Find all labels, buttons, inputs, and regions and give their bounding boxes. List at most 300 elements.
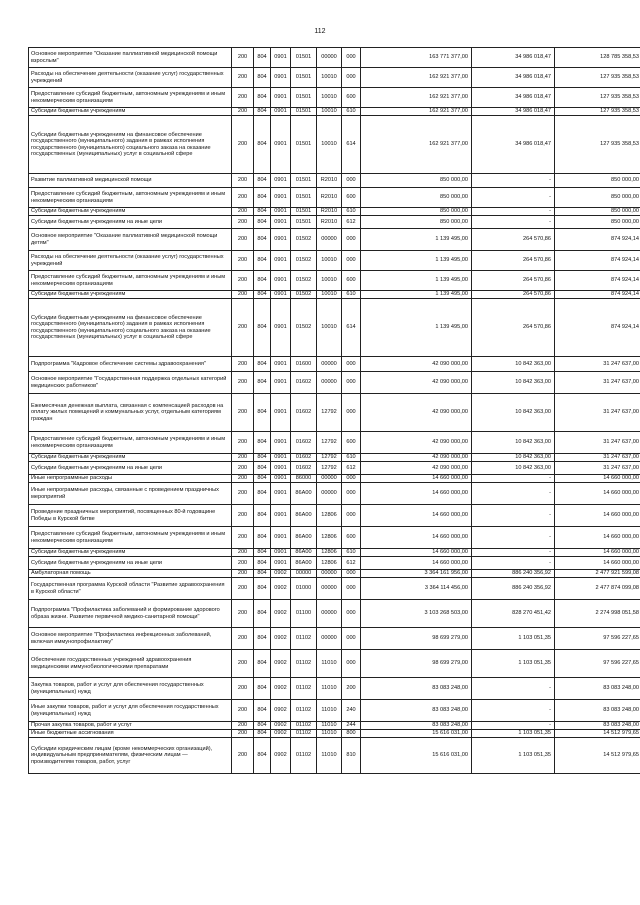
amount-remaining-cell: 127 935 358,53 <box>555 116 640 174</box>
code-cell: 200 <box>232 116 254 174</box>
code-cell: 0901 <box>271 462 291 475</box>
code-cell: 000 <box>342 394 361 432</box>
code-cell: 0901 <box>271 208 291 216</box>
code-cell: 000 <box>342 628 361 650</box>
amount-plan-cell: 98 699 279,00 <box>361 628 472 650</box>
table-row <box>29 475 640 483</box>
code-cell: 01501 <box>291 108 317 116</box>
code-cell: 000 <box>342 372 361 394</box>
code-cell: 200 <box>232 372 254 394</box>
code-cell: 614 <box>342 116 361 174</box>
code-cell: 200 <box>232 628 254 650</box>
code-cell: 804 <box>254 454 271 462</box>
code-cell: 0901 <box>271 174 291 188</box>
row-name-cell: Расходы на обеспечение деятельности (оказание услуг) государственных учреждений <box>29 68 232 88</box>
row-name-cell: Субсидии бюджетным учреждениям <box>29 208 232 216</box>
code-cell: 200 <box>232 299 254 357</box>
amount-remaining-cell: 31 247 637,00 <box>555 462 640 475</box>
code-cell: 0901 <box>271 48 291 68</box>
code-cell: 0901 <box>271 68 291 88</box>
code-cell: 01501 <box>291 174 317 188</box>
code-cell: 200 <box>232 738 254 774</box>
code-cell: 01501 <box>291 48 317 68</box>
amount-plan-cell: 162 921 377,00 <box>361 108 472 116</box>
code-cell: 804 <box>254 291 271 299</box>
table-row <box>29 730 640 738</box>
code-cell: 01102 <box>291 650 317 678</box>
code-cell: 01100 <box>291 600 317 628</box>
code-cell: 00000 <box>317 628 342 650</box>
row-name-cell: Субсидии бюджетным учреждениям <box>29 549 232 557</box>
code-cell: 200 <box>232 462 254 475</box>
amount-plan-cell: 14 660 000,00 <box>361 505 472 527</box>
amount-plan-cell: 1 139 495,00 <box>361 271 472 291</box>
code-cell: 804 <box>254 48 271 68</box>
code-cell: 804 <box>254 174 271 188</box>
row-name-cell: Проведение праздничных мероприятий, посвященных 80-й годовщине Победы в Курской битве <box>29 505 232 527</box>
amount-executed-cell: 10 842 363,00 <box>472 357 555 372</box>
code-cell: 0901 <box>271 475 291 483</box>
code-cell: 10010 <box>317 299 342 357</box>
code-cell: 600 <box>342 432 361 454</box>
table-row <box>29 251 640 271</box>
code-cell: 000 <box>342 483 361 505</box>
code-cell: 0902 <box>271 628 291 650</box>
row-name-cell: Субсидии бюджетным учреждениям <box>29 108 232 116</box>
amount-executed-cell: 34 986 018,47 <box>472 48 555 68</box>
code-cell: 12792 <box>317 432 342 454</box>
table-row <box>29 527 640 549</box>
amount-executed-cell: - <box>472 527 555 549</box>
code-cell: 0902 <box>271 738 291 774</box>
amount-plan-cell: 3 364 161 956,00 <box>361 570 472 578</box>
amount-executed-cell: 1 103 051,35 <box>472 628 555 650</box>
code-cell: 804 <box>254 116 271 174</box>
amount-executed-cell: 886 240 356,92 <box>472 570 555 578</box>
code-cell: 0901 <box>271 505 291 527</box>
amount-remaining-cell: 14 512 979,65 <box>555 738 640 774</box>
table-row <box>29 271 640 291</box>
amount-executed-cell: 1 103 051,35 <box>472 738 555 774</box>
code-cell: 804 <box>254 483 271 505</box>
code-cell: 200 <box>232 271 254 291</box>
row-name-cell: Прочая закупка товаров, работ и услуг <box>29 722 232 730</box>
code-cell: 600 <box>342 88 361 108</box>
row-name-cell: Амбулаторная помощь <box>29 570 232 578</box>
amount-remaining-cell: 14 660 000,00 <box>555 557 640 570</box>
code-cell: 804 <box>254 68 271 88</box>
code-cell: 0901 <box>271 251 291 271</box>
table-row <box>29 628 640 650</box>
amount-executed-cell: 264 570,86 <box>472 291 555 299</box>
amount-plan-cell: 1 139 495,00 <box>361 299 472 357</box>
code-cell: 01102 <box>291 678 317 700</box>
amount-plan-cell: 1 139 495,00 <box>361 251 472 271</box>
row-name-cell: Ежемесячная денежная выплата, связанная с компенсацией расходов на оплату жилых помещений и коммунальных услуг, отдельным категориям граждан <box>29 394 232 432</box>
code-cell: 804 <box>254 432 271 454</box>
amount-remaining-cell: 127 935 358,53 <box>555 68 640 88</box>
code-cell: 01602 <box>291 372 317 394</box>
code-cell: 00000 <box>317 578 342 600</box>
row-name-cell: Основное мероприятие "Профилактика инфекционных заболеваний, включая иммунопрофилактику" <box>29 628 232 650</box>
row-name-cell: Субсидии бюджетным учреждениям <box>29 291 232 299</box>
code-cell: 600 <box>342 188 361 208</box>
code-cell: 12806 <box>317 557 342 570</box>
row-name-cell: Расходы на обеспечение деятельности (оказание услуг) государственных учреждений <box>29 251 232 271</box>
amount-remaining-cell: 31 247 637,00 <box>555 357 640 372</box>
code-cell: 610 <box>342 454 361 462</box>
code-cell: 610 <box>342 108 361 116</box>
code-cell: 0901 <box>271 557 291 570</box>
amount-executed-cell: 828 270 451,42 <box>472 600 555 628</box>
amount-plan-cell: 83 083 248,00 <box>361 678 472 700</box>
code-cell: 200 <box>232 527 254 549</box>
code-cell: 10010 <box>317 271 342 291</box>
amount-executed-cell: 264 570,86 <box>472 251 555 271</box>
code-cell: 200 <box>232 578 254 600</box>
code-cell: 610 <box>342 549 361 557</box>
row-name-cell: Государственная программа Курской области "Развитие здравоохранения в Курской области" <box>29 578 232 600</box>
code-cell: 804 <box>254 357 271 372</box>
code-cell: 12806 <box>317 549 342 557</box>
code-cell: 804 <box>254 462 271 475</box>
row-name-cell: Субсидии бюджетным учреждениям на иные цели <box>29 557 232 570</box>
code-cell: 200 <box>232 454 254 462</box>
amount-plan-cell: 42 090 000,00 <box>361 462 472 475</box>
code-cell: 12792 <box>317 462 342 475</box>
code-cell: 0901 <box>271 271 291 291</box>
code-cell: 804 <box>254 229 271 251</box>
amount-executed-cell: - <box>472 505 555 527</box>
code-cell: 200 <box>232 188 254 208</box>
amount-remaining-cell: 874 924,14 <box>555 291 640 299</box>
table-row <box>29 357 640 372</box>
row-name-cell: Предоставление субсидий бюджетным, автономным учреждениям и иным некоммерческим организациям <box>29 527 232 549</box>
code-cell: 200 <box>232 432 254 454</box>
code-cell: 00000 <box>317 357 342 372</box>
amount-remaining-cell: 874 924,14 <box>555 271 640 291</box>
table-row <box>29 229 640 251</box>
amount-plan-cell: 15 616 031,00 <box>361 738 472 774</box>
amount-remaining-cell: 14 512 979,65 <box>555 730 640 738</box>
row-name-cell: Обеспечение государственных учреждений здравоохранения медицинскими иммунобиологическими препаратами <box>29 650 232 678</box>
budget-table-body <box>29 48 640 774</box>
amount-executed-cell: 264 570,86 <box>472 271 555 291</box>
amount-remaining-cell: 874 924,14 <box>555 229 640 251</box>
code-cell: 200 <box>342 678 361 700</box>
code-cell: 01602 <box>291 462 317 475</box>
row-name-cell: Субсидии бюджетным учреждениям <box>29 454 232 462</box>
code-cell: 612 <box>342 557 361 570</box>
amount-plan-cell: 162 921 377,00 <box>361 68 472 88</box>
amount-remaining-cell: 83 083 248,00 <box>555 722 640 730</box>
row-name-cell: Субсидии бюджетным учреждениям на финансовое обеспечение государственного (муниципального) задания в рамках исполнения государственного (муниципального) социального заказа на оказание государственных (муниципальных) услуг в социальной сфере <box>29 299 232 357</box>
code-cell: 12806 <box>317 505 342 527</box>
table-row <box>29 678 640 700</box>
code-cell: 01600 <box>291 357 317 372</box>
code-cell: 0901 <box>271 394 291 432</box>
code-cell: 00000 <box>317 600 342 628</box>
code-cell: 200 <box>232 357 254 372</box>
code-cell: 0901 <box>271 229 291 251</box>
table-row <box>29 208 640 216</box>
table-row <box>29 372 640 394</box>
code-cell: 12806 <box>317 527 342 549</box>
amount-plan-cell: 42 090 000,00 <box>361 432 472 454</box>
amount-remaining-cell: 14 660 000,00 <box>555 527 640 549</box>
amount-plan-cell: 163 771 377,00 <box>361 48 472 68</box>
code-cell: 0901 <box>271 88 291 108</box>
code-cell: 0901 <box>271 291 291 299</box>
code-cell: 804 <box>254 108 271 116</box>
table-row <box>29 600 640 628</box>
table-row <box>29 116 640 174</box>
code-cell: R2010 <box>317 208 342 216</box>
code-cell: 01502 <box>291 299 317 357</box>
code-cell: 200 <box>232 251 254 271</box>
code-cell: 00000 <box>317 229 342 251</box>
amount-plan-cell: 14 660 000,00 <box>361 527 472 549</box>
code-cell: 0901 <box>271 108 291 116</box>
code-cell: 804 <box>254 722 271 730</box>
code-cell: 00000 <box>317 475 342 483</box>
amount-plan-cell: 162 921 377,00 <box>361 88 472 108</box>
amount-executed-cell: - <box>472 216 555 229</box>
code-cell: 804 <box>254 549 271 557</box>
code-cell: 01502 <box>291 291 317 299</box>
code-cell: 0902 <box>271 700 291 722</box>
row-name-cell: Иные закупки товаров, работ и услуг для обеспечения государственных (муниципальных) нужд <box>29 700 232 722</box>
code-cell: 000 <box>342 68 361 88</box>
code-cell: 0902 <box>271 570 291 578</box>
code-cell: 0901 <box>271 549 291 557</box>
code-cell: 11010 <box>317 700 342 722</box>
row-name-cell: Предоставление субсидий бюджетным, автономным учреждениям и иным некоммерческим организациям <box>29 432 232 454</box>
code-cell: 10010 <box>317 291 342 299</box>
code-cell: 01501 <box>291 116 317 174</box>
amount-plan-cell: 42 090 000,00 <box>361 394 472 432</box>
table-row <box>29 483 640 505</box>
code-cell: 804 <box>254 570 271 578</box>
table-row <box>29 454 640 462</box>
amount-plan-cell: 14 660 000,00 <box>361 483 472 505</box>
table-row <box>29 48 640 68</box>
amount-remaining-cell: 83 083 248,00 <box>555 678 640 700</box>
code-cell: 01502 <box>291 251 317 271</box>
code-cell: 612 <box>342 216 361 229</box>
row-name-cell: Основное мероприятие "Государственная поддержка отдельных категорий медицинских работников" <box>29 372 232 394</box>
code-cell: 200 <box>232 549 254 557</box>
code-cell: 0901 <box>271 299 291 357</box>
row-name-cell: Подпрограмма "Профилактика заболеваний и формирование здорового образа жизни. Развитие первичной медико-санитарной помощи" <box>29 600 232 628</box>
amount-remaining-cell: 850 000,00 <box>555 174 640 188</box>
code-cell: 804 <box>254 251 271 271</box>
amount-executed-cell: 264 570,86 <box>472 299 555 357</box>
code-cell: 200 <box>232 208 254 216</box>
table-row <box>29 432 640 454</box>
code-cell: 0901 <box>271 216 291 229</box>
amount-remaining-cell: 850 000,00 <box>555 208 640 216</box>
code-cell: 000 <box>342 357 361 372</box>
row-name-cell: Субсидии бюджетным учреждениям на иные цели <box>29 216 232 229</box>
code-cell: 810 <box>342 738 361 774</box>
code-cell: 200 <box>232 678 254 700</box>
code-cell: 0901 <box>271 372 291 394</box>
code-cell: 00000 <box>317 48 342 68</box>
code-cell: 804 <box>254 578 271 600</box>
code-cell: 600 <box>342 271 361 291</box>
amount-executed-cell: - <box>472 678 555 700</box>
code-cell: 00000 <box>317 483 342 505</box>
code-cell: 200 <box>232 722 254 730</box>
code-cell: 610 <box>342 208 361 216</box>
amount-executed-cell: 10 842 363,00 <box>472 454 555 462</box>
amount-remaining-cell: 2 274 998 051,58 <box>555 600 640 628</box>
table-row <box>29 216 640 229</box>
row-name-cell: Закупка товаров, работ и услуг для обеспечения государственных (муниципальных) нужд <box>29 678 232 700</box>
amount-plan-cell: 1 139 495,00 <box>361 291 472 299</box>
amount-plan-cell: 98 699 279,00 <box>361 650 472 678</box>
code-cell: 200 <box>232 475 254 483</box>
table-row <box>29 578 640 600</box>
code-cell: 01501 <box>291 188 317 208</box>
code-cell: 01501 <box>291 208 317 216</box>
code-cell: 86А00 <box>291 505 317 527</box>
amount-executed-cell: - <box>472 188 555 208</box>
table-row <box>29 700 640 722</box>
table-row <box>29 505 640 527</box>
code-cell: 804 <box>254 208 271 216</box>
code-cell: 10010 <box>317 116 342 174</box>
amount-executed-cell: - <box>472 174 555 188</box>
code-cell: 000 <box>342 578 361 600</box>
table-row <box>29 108 640 116</box>
code-cell: 804 <box>254 650 271 678</box>
code-cell: 86А00 <box>291 483 317 505</box>
code-cell: 000 <box>342 505 361 527</box>
amount-executed-cell: - <box>472 208 555 216</box>
amount-executed-cell: 1 103 051,35 <box>472 730 555 738</box>
amount-remaining-cell: 14 660 000,00 <box>555 483 640 505</box>
code-cell: 200 <box>232 108 254 116</box>
code-cell: 000 <box>342 475 361 483</box>
code-cell: 0901 <box>271 188 291 208</box>
code-cell: 804 <box>254 88 271 108</box>
amount-remaining-cell: 850 000,00 <box>555 216 640 229</box>
amount-plan-cell: 162 921 377,00 <box>361 116 472 174</box>
code-cell: 804 <box>254 730 271 738</box>
code-cell: 0901 <box>271 527 291 549</box>
code-cell: 12792 <box>317 454 342 462</box>
code-cell: 0901 <box>271 454 291 462</box>
amount-remaining-cell: 874 924,14 <box>555 251 640 271</box>
code-cell: 01102 <box>291 738 317 774</box>
table-row <box>29 722 640 730</box>
table-row <box>29 557 640 570</box>
code-cell: 200 <box>232 394 254 432</box>
code-cell: 804 <box>254 505 271 527</box>
amount-plan-cell: 14 660 000,00 <box>361 549 472 557</box>
code-cell: 804 <box>254 299 271 357</box>
code-cell: 01501 <box>291 88 317 108</box>
code-cell: 0901 <box>271 357 291 372</box>
amount-remaining-cell: 2 477 921 599,08 <box>555 570 640 578</box>
row-name-cell: Субсидии бюджетным учреждениям на финансовое обеспечение государственного (муниципального) задания в рамках исполнения государственного (муниципального) социального заказа на оказание государственных (муниципальных) услуг в социальной сфере <box>29 116 232 174</box>
code-cell: 200 <box>232 730 254 738</box>
code-cell: 800 <box>342 730 361 738</box>
amount-executed-cell: 264 570,86 <box>472 229 555 251</box>
code-cell: 244 <box>342 722 361 730</box>
code-cell: 804 <box>254 372 271 394</box>
code-cell: 86А00 <box>291 549 317 557</box>
code-cell: 804 <box>254 628 271 650</box>
budget-table <box>28 47 640 774</box>
code-cell: 0902 <box>271 730 291 738</box>
table-row <box>29 174 640 188</box>
amount-plan-cell: 42 090 000,00 <box>361 357 472 372</box>
amount-plan-cell: 3 103 268 503,00 <box>361 600 472 628</box>
code-cell: 86000 <box>291 475 317 483</box>
code-cell: 0902 <box>271 722 291 730</box>
code-cell: 804 <box>254 475 271 483</box>
amount-executed-cell: - <box>472 483 555 505</box>
row-name-cell: Предоставление субсидий бюджетным, автономным учреждениям и иным некоммерческим организациям <box>29 188 232 208</box>
code-cell: 0901 <box>271 116 291 174</box>
code-cell: 86А00 <box>291 527 317 549</box>
code-cell: 0902 <box>271 600 291 628</box>
code-cell: 000 <box>342 229 361 251</box>
code-cell: 804 <box>254 394 271 432</box>
code-cell: 614 <box>342 299 361 357</box>
code-cell: 01102 <box>291 730 317 738</box>
amount-executed-cell: - <box>472 722 555 730</box>
code-cell: 200 <box>232 68 254 88</box>
code-cell: 804 <box>254 557 271 570</box>
code-cell: 610 <box>342 291 361 299</box>
amount-executed-cell: 34 986 018,47 <box>472 108 555 116</box>
code-cell: R2010 <box>317 188 342 208</box>
table-row <box>29 549 640 557</box>
amount-remaining-cell: 97 596 227,65 <box>555 628 640 650</box>
amount-executed-cell: 10 842 363,00 <box>472 372 555 394</box>
code-cell: 11010 <box>317 650 342 678</box>
amount-remaining-cell: 850 000,00 <box>555 188 640 208</box>
code-cell: 000 <box>342 570 361 578</box>
code-cell: 200 <box>232 174 254 188</box>
amount-executed-cell: 886 240 356,92 <box>472 578 555 600</box>
amount-remaining-cell: 31 247 637,00 <box>555 432 640 454</box>
table-row <box>29 650 640 678</box>
code-cell: 804 <box>254 216 271 229</box>
amount-executed-cell: 1 103 051,35 <box>472 650 555 678</box>
amount-plan-cell: 83 083 248,00 <box>361 722 472 730</box>
code-cell: 000 <box>342 251 361 271</box>
code-cell: 804 <box>254 188 271 208</box>
code-cell: 200 <box>232 557 254 570</box>
code-cell: R2010 <box>317 174 342 188</box>
table-row <box>29 570 640 578</box>
code-cell: 0902 <box>271 650 291 678</box>
amount-remaining-cell: 14 660 000,00 <box>555 549 640 557</box>
code-cell: 240 <box>342 700 361 722</box>
code-cell: 10010 <box>317 108 342 116</box>
code-cell: 0901 <box>271 483 291 505</box>
code-cell: 000 <box>342 174 361 188</box>
row-name-cell: Субсидии бюджетным учреждениям на иные цели <box>29 462 232 475</box>
row-name-cell: Развитие паллиативной медицинской помощи <box>29 174 232 188</box>
code-cell: 200 <box>232 505 254 527</box>
amount-plan-cell: 850 000,00 <box>361 208 472 216</box>
